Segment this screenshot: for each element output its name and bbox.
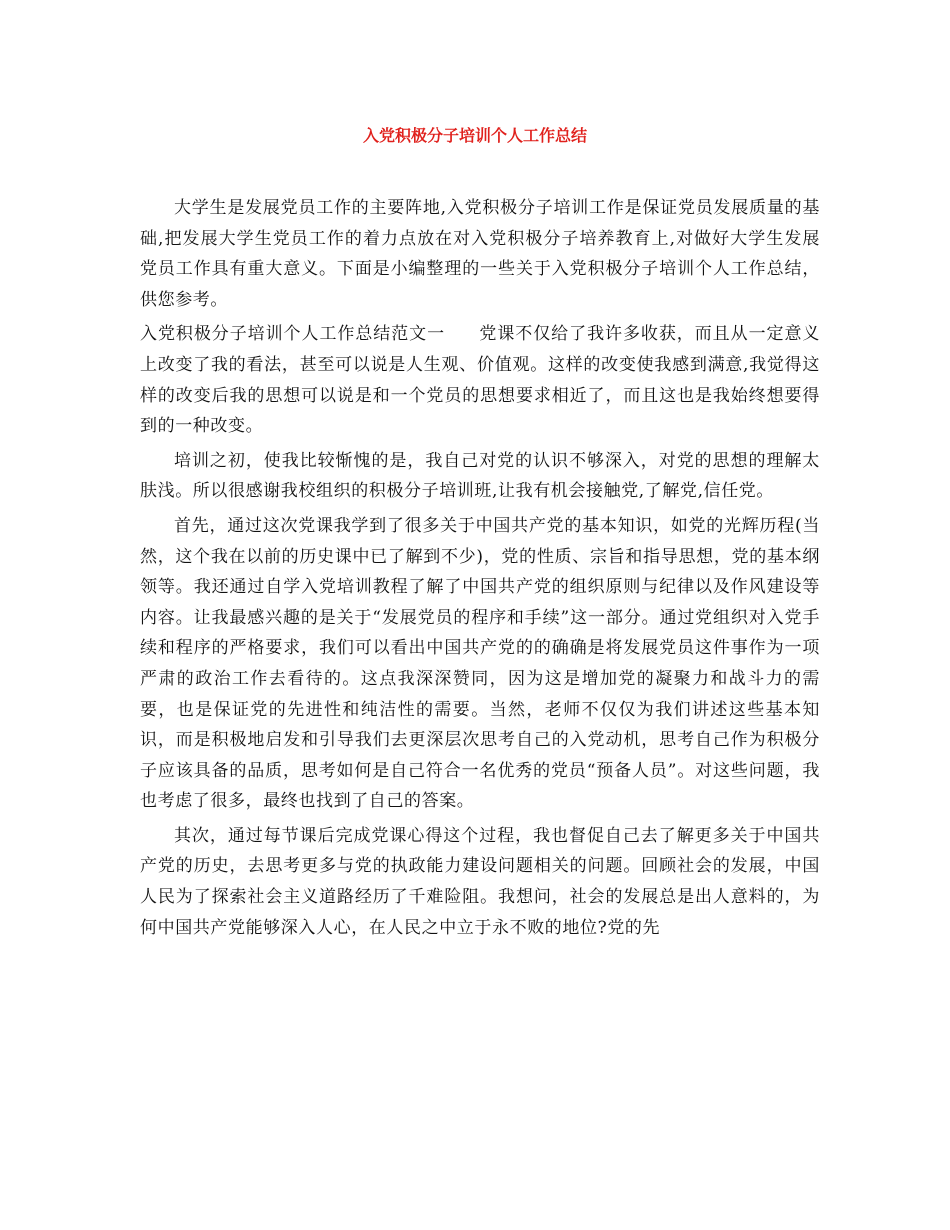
body-paragraph-1: 培训之初，使我比较惭愧的是，我自己对党的认识不够深入，对党的思想的理解太肤浅。所以很感谢我校组织的积极分子培训班,让我有机会接触党,了解党,信任党。	[140, 450, 820, 502]
intro-paragraph: 大学生是发展党员工作的主要阵地,入党积极分子培训工作是保证党员发展质量的基础,把发展大学生党员工作的着力点放在对入党积极分子培养教育上,对做好大学生发展党员工作具有重大意义。下面是小编整理的一些关于入党积极分子培训个人工作总结，供您参考。	[140, 198, 820, 310]
document-body	[140, 193, 820, 947]
body-paragraph-3: 其次，通过每节课后完成党课心得这个过程，我也督促自己去了解更多关于中国共产党的历史，去思考更多与党的执政能力建设问题相关的问题。回顾社会的发展，中国人民为了探索社会主义道路经历了千难险阻。我想问，社会的发展总是出人意料的，为何中国共产党能够深入人心，在人民之中立于永不败的地位?党的先	[140, 825, 820, 938]
body-paragraph-2: 首先，通过这次党课我学到了很多关于中国共产党的基本知识，如党的光辉历程(当然，这个我在以前的历史课中已了解到不少)，党的性质、宗旨和指导思想，党的基本纲领等。我还通过自学入党培训教程了解了中国共产党的组织原则与纪律以及作风建设等内容。让我最感兴趣的是关于“发展党员的程序和手续”这一部分。通过党组织对入党手续和程序的严格要求，我们可以看出中国共产党的的确确是将发展党员这件事作为一项严肃的政治工作去看待的。这点我深深赞同，因为这是增加党的凝聚力和战斗力的需要，也是保证党的先进性和纯洁性的需要。当然，老师不仅仅为我们讲述这些基本知识，而是积极地启发和引导我们去更深层次思考自己的入党动机，思考自己作为积极分子应该具备的品质，思考如何是自己符合一名优秀的党员“预备人员”。对这些问题，我也考虑了很多，最终也找到了自己的答案。	[140, 515, 820, 812]
section-first-text: 党课不仅给了我许多收获，而且从一定意义上改变了我的看法，甚至可以说是人生观、价值观。这样的改变使我感到满意,我觉得这样的改变后我的思想可以说是和一个党员的思想要求相近了，而且这也是我始终想要得到的一种改变。	[140, 324, 821, 437]
section-paragraph	[140, 319, 820, 441]
document-title: 入党积极分子培训个人工作总结	[362, 126, 587, 145]
section-heading: 入党积极分子培训个人工作总结范文一	[140, 324, 446, 345]
